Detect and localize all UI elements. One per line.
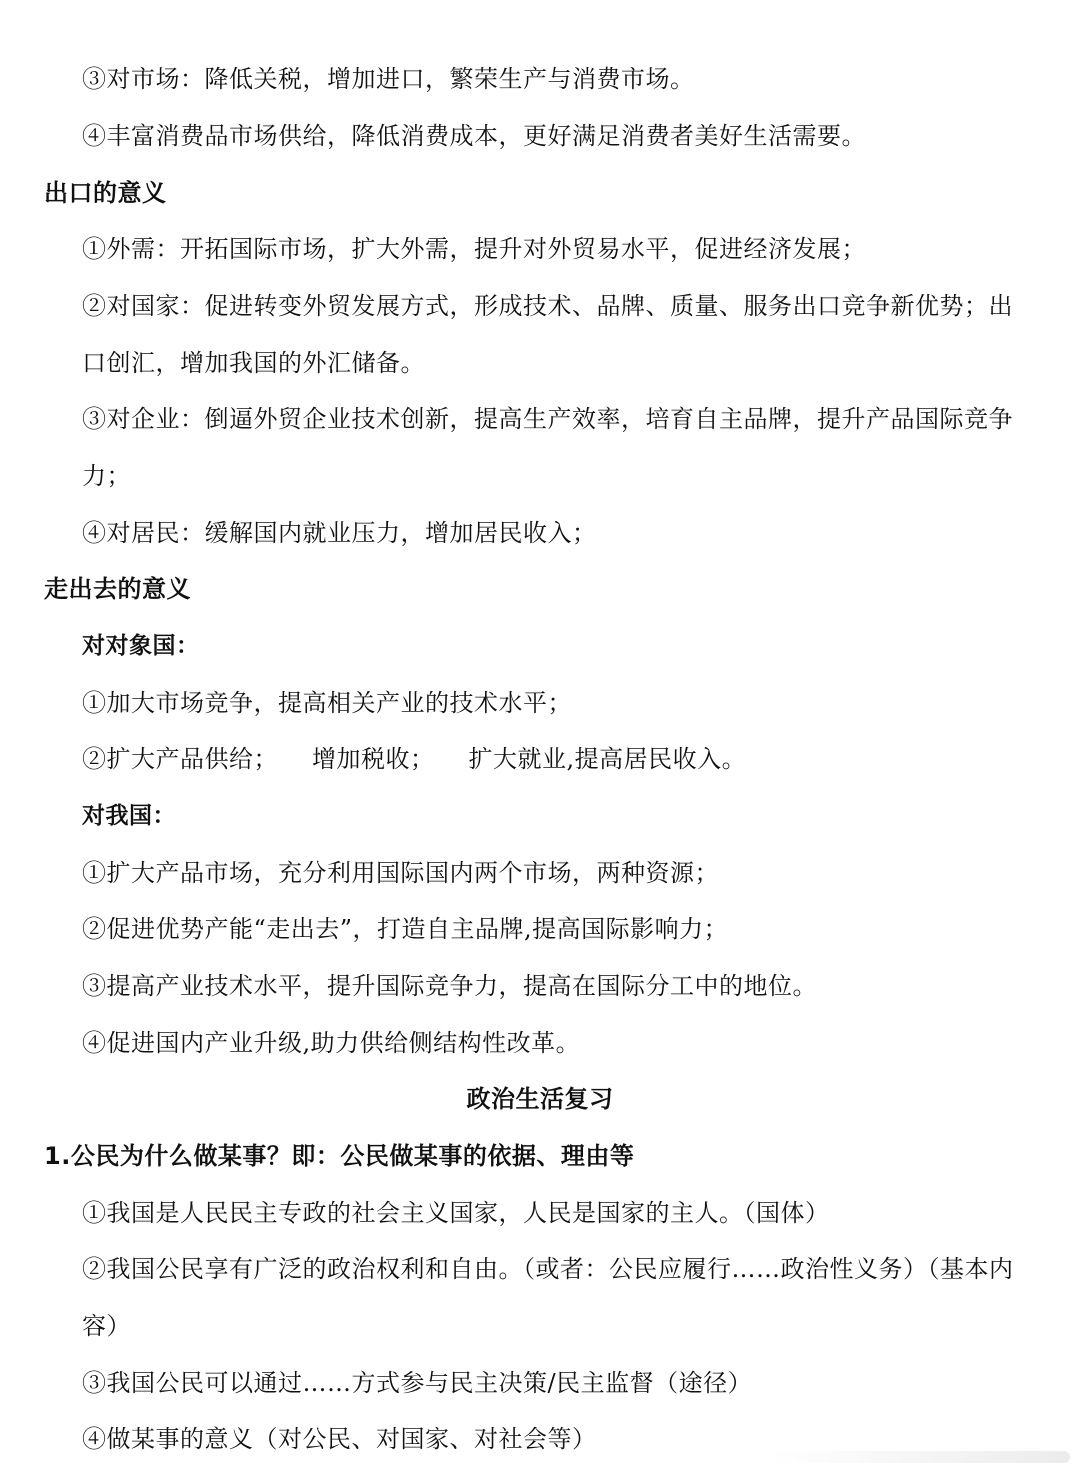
politics-item-2-line-2: 容） [82, 1312, 131, 1340]
question-1-heading: 1.公民为什么做某事？即：公民做某事的依据、理由等 [44, 1142, 635, 1170]
target-country-item-1: ①加大市场竞争，提高相关产业的技术水平； [82, 689, 572, 717]
export-item-2-line-2: 口创汇，增加我国的外汇储备。 [82, 349, 425, 377]
section-title: 政治生活复习 [466, 1085, 614, 1113]
export-item-1: ①外需：开拓国际市场，扩大外需，提升对外贸易水平，促进经济发展； [82, 235, 866, 263]
import-item-3: ③对市场：降低关税，增加进口，繁荣生产与消费市场。 [82, 65, 695, 93]
going-out-heading: 走出去的意义 [44, 575, 191, 603]
politics-item-2-line-1: ②我国公民享有广泛的政治权利和自由。（或者：公民应履行……政治性义务）（基本内 [82, 1255, 1014, 1283]
target-country-item-2 [82, 742, 746, 776]
export-item-4: ④对居民：缓解国内就业压力，增加居民收入； [82, 519, 597, 547]
politics-item-4: ④做某事的意义（对公民、对国家、对社会等） [82, 1425, 597, 1453]
politics-item-1: ①我国是人民民主专政的社会主义国家，人民是国家的主人。（国体） [82, 1199, 830, 1227]
our-country-subheading: 对我国： [82, 803, 176, 829]
target-country-subheading: 对对象国： [82, 633, 200, 659]
our-country-item-1: ①扩大产品市场，充分利用国际国内两个市场，两种资源； [82, 859, 719, 887]
export-item-2-line-1: ②对国家：促进转变外贸发展方式，形成技术、品牌、质量、服务出口竞争新优势；出 [82, 292, 1013, 320]
our-country-item-4: ④促进国内产业升级,助力供给侧结构性改革。 [82, 1029, 581, 1057]
watermark-bar [770, 1451, 1070, 1463]
target-country-item-2-part-2: 增加税收； [312, 745, 435, 773]
import-item-4: ④丰富消费品市场供给，降低消费成本，更好满足消费者美好生活需要。 [82, 122, 866, 150]
our-country-item-3: ③提高产业技术水平，提升国际竞争力，提高在国际分工中的地位。 [82, 972, 817, 1000]
export-item-3-line-1: ③对企业：倒逼外贸企业技术创新，提高生产效率，培育自主品牌，提升产品国际竞争 [82, 405, 1013, 433]
politics-item-3: ③我国公民可以通过……方式参与民主决策/民主监督（途径） [82, 1369, 753, 1397]
our-country-item-2: ②促进优势产能“走出去”，打造自主品牌,提高国际影响力； [82, 915, 729, 943]
target-country-item-2-part-1: ②扩大产品供给； [82, 745, 278, 773]
export-heading: 出口的意义 [44, 179, 167, 207]
target-country-item-2-part-3: 扩大就业,提高居民收入。 [468, 745, 747, 773]
export-item-3-line-2: 力； [82, 462, 131, 490]
